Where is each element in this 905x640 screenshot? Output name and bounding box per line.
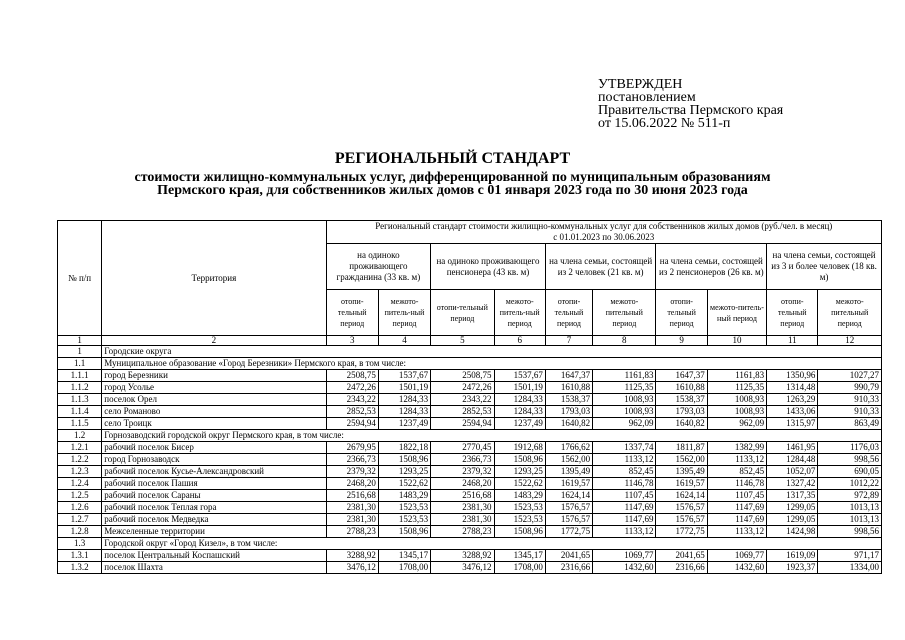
territory-name: рабочий поселок Сараны — [102, 490, 326, 502]
header-territory: Территория — [102, 221, 326, 336]
row-number: 1.1.1 — [58, 370, 102, 382]
value-cell: 1483,29 — [494, 490, 545, 502]
table-row — [58, 526, 882, 538]
value-cell: 852,45 — [707, 466, 766, 478]
value-cell: 1147,69 — [593, 502, 656, 514]
approval-line-2: постановлением — [598, 90, 696, 105]
value-cell: 1008,93 — [707, 394, 766, 406]
value-cell: 1107,45 — [593, 490, 656, 502]
value-cell: 1619,57 — [656, 478, 707, 490]
document-title: РЕГИОНАЛЬНЫЙ СТАНДАРТ — [334, 150, 571, 167]
value-cell: 2381,30 — [431, 502, 494, 514]
table-body — [58, 221, 882, 574]
value-cell: 1315,97 — [767, 418, 818, 430]
value-cell: 1284,33 — [378, 394, 430, 406]
value-cell: 1708,00 — [494, 562, 545, 574]
value-cell: 1008,93 — [593, 406, 656, 418]
value-cell: 1772,75 — [545, 526, 592, 538]
column-number: 11 — [767, 336, 818, 346]
value-cell: 1576,57 — [656, 514, 707, 526]
value-cell: 1624,14 — [656, 490, 707, 502]
value-cell: 998,56 — [818, 526, 882, 538]
value-cell: 1537,67 — [494, 370, 545, 382]
value-cell: 1237,49 — [494, 418, 545, 430]
territory-name: село Троицк — [102, 418, 326, 430]
value-cell: 1640,82 — [545, 418, 592, 430]
section-name: Городской округ «Город Кизел», в том числе: — [102, 538, 882, 550]
value-cell: 998,56 — [818, 454, 882, 466]
value-cell: 971,17 — [818, 550, 882, 562]
value-cell: 1424,98 — [767, 526, 818, 538]
value-cell: 1647,37 — [545, 370, 592, 382]
table-row — [58, 454, 882, 466]
value-cell: 1508,96 — [378, 454, 430, 466]
header-heating-1: отопи-тельный период — [326, 290, 378, 336]
column-number: 4 — [378, 336, 430, 346]
value-cell: 1069,77 — [593, 550, 656, 562]
value-cell: 1107,45 — [707, 490, 766, 502]
value-cell: 1576,57 — [656, 502, 707, 514]
value-cell: 1537,67 — [378, 370, 430, 382]
section-row — [58, 430, 882, 442]
column-number: 6 — [494, 336, 545, 346]
table-row — [58, 406, 882, 418]
value-cell: 1483,29 — [378, 490, 430, 502]
value-cell: 1793,03 — [656, 406, 707, 418]
value-cell: 1382,99 — [707, 442, 766, 454]
value-cell: 2381,30 — [326, 502, 378, 514]
value-cell: 1912,68 — [494, 442, 545, 454]
row-number: 1.2.7 — [58, 514, 102, 526]
value-cell: 1610,88 — [656, 382, 707, 394]
value-cell: 2679,95 — [326, 442, 378, 454]
column-number: 8 — [593, 336, 656, 346]
value-cell: 1508,96 — [378, 526, 430, 538]
column-number: 2 — [102, 336, 326, 346]
value-cell: 2508,75 — [326, 370, 378, 382]
value-cell: 2316,66 — [545, 562, 592, 574]
value-cell: 1008,93 — [593, 394, 656, 406]
value-cell: 1923,37 — [767, 562, 818, 574]
column-number: 10 — [707, 336, 766, 346]
value-cell: 2379,32 — [326, 466, 378, 478]
table-row — [58, 418, 882, 430]
row-number: 1.2.2 — [58, 454, 102, 466]
value-cell: 1522,62 — [494, 478, 545, 490]
approval-block — [598, 78, 783, 130]
header-standard-line-2: с 01.01.2023 по 30.06.2023 — [553, 232, 655, 242]
value-cell: 962,09 — [593, 418, 656, 430]
value-cell: 3288,92 — [326, 550, 378, 562]
territory-name: рабочий поселок Бисер — [102, 442, 326, 454]
value-cell: 972,89 — [818, 490, 882, 502]
value-cell: 2468,20 — [326, 478, 378, 490]
section-name: Муниципальное образование «Город Березники» Пермского края, в том числе: — [102, 358, 882, 370]
row-number: 1.1.2 — [58, 382, 102, 394]
value-cell: 1538,37 — [545, 394, 592, 406]
header-standard — [326, 221, 881, 244]
approval-line-3: Правительства Пермского края — [598, 103, 784, 118]
value-cell: 1501,19 — [494, 382, 545, 394]
value-cell: 1069,77 — [707, 550, 766, 562]
table-row — [58, 490, 882, 502]
section-name: Городские округа — [102, 346, 882, 358]
territory-name: поселок Центральный Коспашский — [102, 550, 326, 562]
value-cell: 2379,32 — [431, 466, 494, 478]
column-number: 3 — [326, 336, 378, 346]
territory-name: село Романово — [102, 406, 326, 418]
value-cell: 1619,57 — [545, 478, 592, 490]
value-cell: 1284,33 — [378, 406, 430, 418]
table-row — [58, 502, 882, 514]
value-cell: 2516,68 — [326, 490, 378, 502]
value-cell: 1299,05 — [767, 514, 818, 526]
section-row — [58, 346, 882, 358]
value-cell: 2381,30 — [431, 514, 494, 526]
header-group-1: на одиноко проживающего гражданина (33 кв. м) — [326, 244, 431, 290]
value-cell: 2316,66 — [656, 562, 707, 574]
value-cell: 1811,87 — [656, 442, 707, 454]
value-cell: 3476,12 — [431, 562, 494, 574]
value-cell: 2788,23 — [431, 526, 494, 538]
value-cell: 1647,37 — [656, 370, 707, 382]
table-row — [58, 562, 882, 574]
value-cell: 2852,53 — [326, 406, 378, 418]
header-group-2: на одиноко проживающего пенсионера (43 кв. м) — [431, 244, 546, 290]
value-cell: 1708,00 — [378, 562, 430, 574]
standard-table — [57, 220, 882, 574]
row-number: 1.2.6 — [58, 502, 102, 514]
header-heating-2: отопи-тельный период — [431, 290, 494, 336]
value-cell: 1284,33 — [494, 394, 545, 406]
value-cell: 1345,17 — [378, 550, 430, 562]
value-cell: 1133,12 — [593, 454, 656, 466]
table-row — [58, 370, 882, 382]
territory-name: город Усолье — [102, 382, 326, 394]
header-num: № п/п — [58, 221, 102, 336]
value-cell: 1299,05 — [767, 502, 818, 514]
value-cell: 1523,53 — [494, 514, 545, 526]
value-cell: 3288,92 — [431, 550, 494, 562]
header-group-5: на члена семьи, состоящей из 3 и более человек (18 кв. м) — [767, 244, 882, 290]
table-row — [58, 382, 882, 394]
table-row — [58, 550, 882, 562]
header-heating-3: отопи-тельный период — [545, 290, 592, 336]
value-cell: 2366,73 — [326, 454, 378, 466]
value-cell: 910,33 — [818, 394, 882, 406]
value-cell: 1133,12 — [707, 526, 766, 538]
value-cell: 2508,75 — [431, 370, 494, 382]
territory-name: рабочий поселок Пашия — [102, 478, 326, 490]
value-cell: 1576,57 — [545, 502, 592, 514]
value-cell: 1176,03 — [818, 442, 882, 454]
value-cell: 1293,25 — [494, 466, 545, 478]
column-number: 7 — [545, 336, 592, 346]
value-cell: 1395,49 — [656, 466, 707, 478]
document-subtitle — [0, 171, 905, 197]
territory-name: город Березники — [102, 370, 326, 382]
section-row — [58, 538, 882, 550]
header-heating-5: отопи-тельный период — [767, 290, 818, 336]
row-number: 1.1.4 — [58, 406, 102, 418]
value-cell: 1263,29 — [767, 394, 818, 406]
value-cell: 2472,26 — [326, 382, 378, 394]
value-cell: 1013,13 — [818, 514, 882, 526]
table-row — [58, 394, 882, 406]
subtitle-line-1: стоимости жилищно-коммунальных услуг, дифференцированной по муниципальным образованиям — [134, 170, 771, 185]
row-number: 1.3 — [58, 538, 102, 550]
value-cell: 1147,69 — [593, 514, 656, 526]
value-cell: 2770,45 — [431, 442, 494, 454]
territory-name: Межселенные территории — [102, 526, 326, 538]
row-number: 1.3.1 — [58, 550, 102, 562]
value-cell: 1008,93 — [707, 406, 766, 418]
value-cell: 1461,95 — [767, 442, 818, 454]
value-cell: 1772,75 — [656, 526, 707, 538]
value-cell: 1610,88 — [545, 382, 592, 394]
value-cell: 1522,62 — [378, 478, 430, 490]
value-cell: 2472,26 — [431, 382, 494, 394]
value-cell: 1793,03 — [545, 406, 592, 418]
value-cell: 1125,35 — [707, 382, 766, 394]
value-cell: 1350,96 — [767, 370, 818, 382]
header-row-main — [58, 221, 882, 244]
value-cell: 1146,78 — [707, 478, 766, 490]
value-cell: 1314,48 — [767, 382, 818, 394]
row-number: 1.2 — [58, 430, 102, 442]
value-cell: 1624,14 — [545, 490, 592, 502]
header-standard-line-1: Региональный стандарт стоимости жилищно-коммунальных услуг для собственников жилых домов (руб./чел. в месяц) — [375, 221, 833, 231]
value-cell: 1161,83 — [707, 370, 766, 382]
header-between-4: межото-питель-ный период — [707, 290, 766, 336]
value-cell: 1576,57 — [545, 514, 592, 526]
value-cell: 1237,49 — [378, 418, 430, 430]
value-cell: 1523,53 — [378, 514, 430, 526]
value-cell: 1562,00 — [656, 454, 707, 466]
value-cell: 1317,35 — [767, 490, 818, 502]
territory-name: рабочий поселок Медведка — [102, 514, 326, 526]
value-cell: 1432,60 — [593, 562, 656, 574]
territory-name: поселок Орел — [102, 394, 326, 406]
column-number: 9 — [656, 336, 707, 346]
value-cell: 1161,83 — [593, 370, 656, 382]
header-between-1: межото-питель-ный период — [378, 290, 430, 336]
value-cell: 2594,94 — [431, 418, 494, 430]
value-cell: 962,09 — [707, 418, 766, 430]
value-cell: 1027,27 — [818, 370, 882, 382]
value-cell: 1619,09 — [767, 550, 818, 562]
value-cell: 1432,60 — [707, 562, 766, 574]
value-cell: 2343,22 — [431, 394, 494, 406]
value-cell: 2516,68 — [431, 490, 494, 502]
section-row — [58, 358, 882, 370]
territory-name: рабочий поселок Кусье-Александровский — [102, 466, 326, 478]
row-number: 1.1.5 — [58, 418, 102, 430]
value-cell: 1012,22 — [818, 478, 882, 490]
value-cell: 1822,18 — [378, 442, 430, 454]
value-cell: 1147,69 — [707, 502, 766, 514]
value-cell: 1766,62 — [545, 442, 592, 454]
value-cell: 3476,12 — [326, 562, 378, 574]
value-cell: 2041,65 — [656, 550, 707, 562]
header-between-5: межото-пительный период — [818, 290, 882, 336]
value-cell: 2594,94 — [326, 418, 378, 430]
column-number-row — [58, 336, 882, 346]
value-cell: 1501,19 — [378, 382, 430, 394]
header-group-3: на члена семьи, состоящей из 2 человек (21 кв. м) — [545, 244, 656, 290]
value-cell: 2381,30 — [326, 514, 378, 526]
value-cell: 1284,48 — [767, 454, 818, 466]
table-row — [58, 442, 882, 454]
table-row — [58, 466, 882, 478]
value-cell: 1562,00 — [545, 454, 592, 466]
header-between-3: межото-пительный период — [593, 290, 656, 336]
table-row — [58, 514, 882, 526]
value-cell: 1523,53 — [378, 502, 430, 514]
value-cell: 1293,25 — [378, 466, 430, 478]
value-cell: 2041,65 — [545, 550, 592, 562]
value-cell: 1523,53 — [494, 502, 545, 514]
value-cell: 2852,53 — [431, 406, 494, 418]
row-number: 1.2.5 — [58, 490, 102, 502]
row-number: 1.2.3 — [58, 466, 102, 478]
approval-line-1: УТВЕРЖДЕН — [598, 77, 683, 92]
value-cell: 1147,69 — [707, 514, 766, 526]
value-cell: 1538,37 — [656, 394, 707, 406]
territory-name: рабочий поселок Теплая гора — [102, 502, 326, 514]
value-cell: 1640,82 — [656, 418, 707, 430]
header-group-4: на члена семьи, состоящей из 2 пенсионеров (26 кв. м) — [656, 244, 767, 290]
value-cell: 863,49 — [818, 418, 882, 430]
value-cell: 1013,13 — [818, 502, 882, 514]
value-cell: 1334,00 — [818, 562, 882, 574]
value-cell: 910,33 — [818, 406, 882, 418]
row-number: 1.1 — [58, 358, 102, 370]
column-number: 5 — [431, 336, 494, 346]
value-cell: 2343,22 — [326, 394, 378, 406]
header-between-2: межото-питель-ный период — [494, 290, 545, 336]
value-cell: 990,79 — [818, 382, 882, 394]
territory-name: поселок Шахта — [102, 562, 326, 574]
value-cell: 852,45 — [593, 466, 656, 478]
value-cell: 1125,35 — [593, 382, 656, 394]
approval-line-4: от 15.06.2022 № 511-п — [598, 116, 731, 131]
column-number: 12 — [818, 336, 882, 346]
value-cell: 1508,96 — [494, 454, 545, 466]
value-cell: 1146,78 — [593, 478, 656, 490]
row-number: 1.2.8 — [58, 526, 102, 538]
value-cell: 1052,07 — [767, 466, 818, 478]
value-cell: 690,05 — [818, 466, 882, 478]
row-number: 1.3.2 — [58, 562, 102, 574]
territory-name: город Горнозаводск — [102, 454, 326, 466]
row-number: 1.1.3 — [58, 394, 102, 406]
value-cell: 1508,96 — [494, 526, 545, 538]
value-cell: 1133,12 — [707, 454, 766, 466]
value-cell: 1337,74 — [593, 442, 656, 454]
value-cell: 1395,49 — [545, 466, 592, 478]
row-number: 1.2.1 — [58, 442, 102, 454]
subtitle-line-2: Пермского края, для собственников жилых домов с 01 января 2023 года по 30 июня 2023 года — [157, 183, 748, 198]
value-cell: 2788,23 — [326, 526, 378, 538]
value-cell: 1345,17 — [494, 550, 545, 562]
value-cell: 2366,73 — [431, 454, 494, 466]
column-number: 1 — [58, 336, 102, 346]
value-cell: 1327,42 — [767, 478, 818, 490]
value-cell: 1433,06 — [767, 406, 818, 418]
value-cell: 2468,20 — [431, 478, 494, 490]
value-cell: 1284,33 — [494, 406, 545, 418]
table-row — [58, 478, 882, 490]
value-cell: 1133,12 — [593, 526, 656, 538]
row-number: 1 — [58, 346, 102, 358]
header-heating-4: отопи-тельный период — [656, 290, 707, 336]
section-name: Горнозаводский городской округ Пермского края, в том числе: — [102, 430, 882, 442]
row-number: 1.2.4 — [58, 478, 102, 490]
